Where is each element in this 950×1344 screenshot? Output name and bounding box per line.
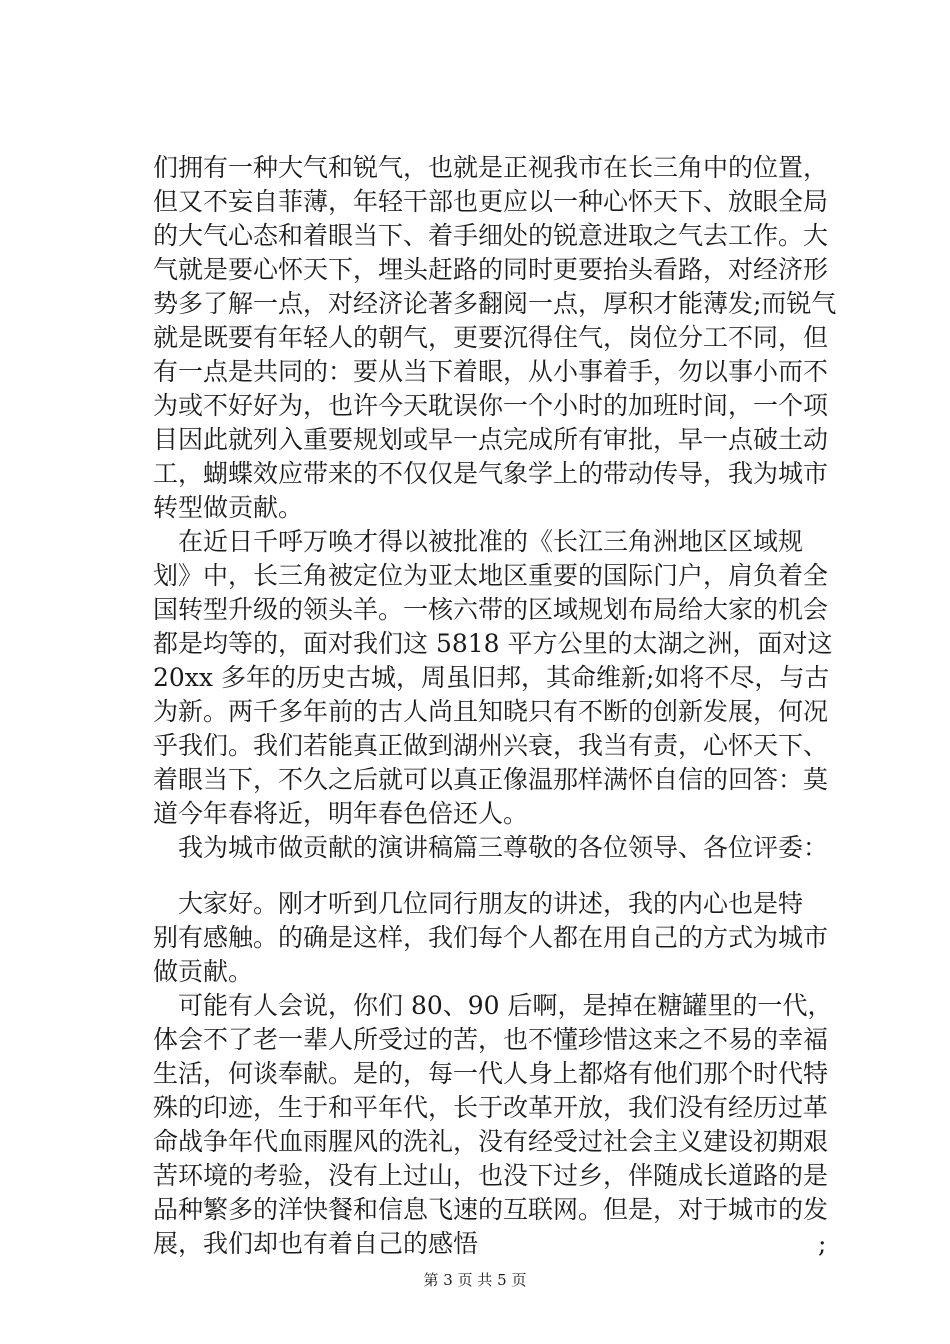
text-line: 有一点是共同的：要从当下着眼，从小事着手，勿以事小而不 <box>153 357 829 386</box>
text-line: 目因此就列入重要规划或早一点完成所有审批，早一点破土动 <box>153 425 829 454</box>
paragraph-first-line: 在近日千呼万唤才得以被批准的《长江三角洲地区区域规 <box>178 527 804 556</box>
text-line: 为新。两千多年前的古人尚且知晓只有不断的创新发展，何况 <box>153 697 829 726</box>
text-line: 工，蝴蝶效应带来的不仅仅是气象学上的带动传导，我为城市 <box>153 459 829 488</box>
text-line: 都是均等的，面对我们这 5818 平方公里的太湖之洲，面对这 <box>153 629 833 658</box>
text-line: 气就是要心怀天下，埋头赶路的同时更要抬头看路，对经济形 <box>153 255 829 284</box>
text-line: 20xx 多年的历史古城，周虽旧邦，其命维新;如将不尽，与古 <box>153 663 830 692</box>
text-line: 展，我们却也有着自己的感悟 <box>153 1229 479 1258</box>
text-line: 就是既要有年轻人的朝气，更要沉得住气，岗位分工不同，但 <box>153 323 829 352</box>
text-line: 做贡献。 <box>153 957 254 986</box>
text-line: 殊的印迹，生于和平年代，长于改革开放，我们没有经历过革 <box>153 1093 829 1122</box>
text-line: 生活，何谈奉献。是的，每一代人身上都烙有他们那个时代特 <box>153 1059 829 1088</box>
text-line: 为或不好好为，也许今天耽误你一个小时的加班时间，一个项 <box>153 391 829 420</box>
text-line: 但又不妄自菲薄，年轻干部也更应以一种心怀天下、放眼全局 <box>153 187 829 216</box>
paragraph-first-line: 大家好。刚才听到几位同行朋友的讲述，我的内心也是特 <box>178 889 804 918</box>
section-heading-line: 我为城市做贡献的演讲稿篇三尊敬的各位领导、各位评委： <box>178 833 829 862</box>
page-number-label: 第 3 页 共 5 页 <box>423 1271 527 1289</box>
text-line: 苦环境的考验，没有上过山，也没下过乡，伴随成长道路的是 <box>153 1161 829 1190</box>
text-line: 的大气心态和着眼当下、着手细处的锐意进取之气去工作。大 <box>153 221 829 250</box>
text-line: 们拥有一种大气和锐气，也就是正视我市在长三角中的位置， <box>153 153 829 182</box>
text-line: 别有感触。的确是这样，我们每个人都在用自己的方式为城市 <box>153 923 829 952</box>
text-line: 转型做贡献。 <box>153 493 304 522</box>
text-line: 品种繁多的洋快餐和信息飞速的互联网。但是，对于城市的发 <box>153 1195 829 1224</box>
text-line: 划》中，长三角被定位为亚太地区重要的国际门户，肩负着全 <box>153 561 829 590</box>
text-line: 国转型升级的领头羊。一核六带的区域规划布局给大家的机会 <box>153 595 829 624</box>
text-line: 乎我们。我们若能真正做到湖州兴衰，我当有责，心怀天下、 <box>153 731 829 760</box>
text-line: 体会不了老一辈人所受过的苦，也不懂珍惜这来之不易的幸福 <box>153 1025 829 1054</box>
text-line: 命战争年代血雨腥风的洗礼，没有经受过社会主义建设初期艰 <box>153 1127 829 1156</box>
trailing-punctuation: ; <box>818 1229 827 1258</box>
text-line: 道今年春将近，明年春色倍还人。 <box>153 799 529 828</box>
page-footer <box>0 1270 950 1290</box>
text-line: 势多了解一点，对经济论著多翻阅一点，厚积才能薄发;而锐气 <box>153 289 837 318</box>
paragraph-first-line: 可能有人会说，你们 80、90 后啊，是掉在糖罐里的一代， <box>178 991 833 1020</box>
text-line: 着眼当下，不久之后就可以真正像温那样满怀自信的回答：莫 <box>153 765 829 794</box>
